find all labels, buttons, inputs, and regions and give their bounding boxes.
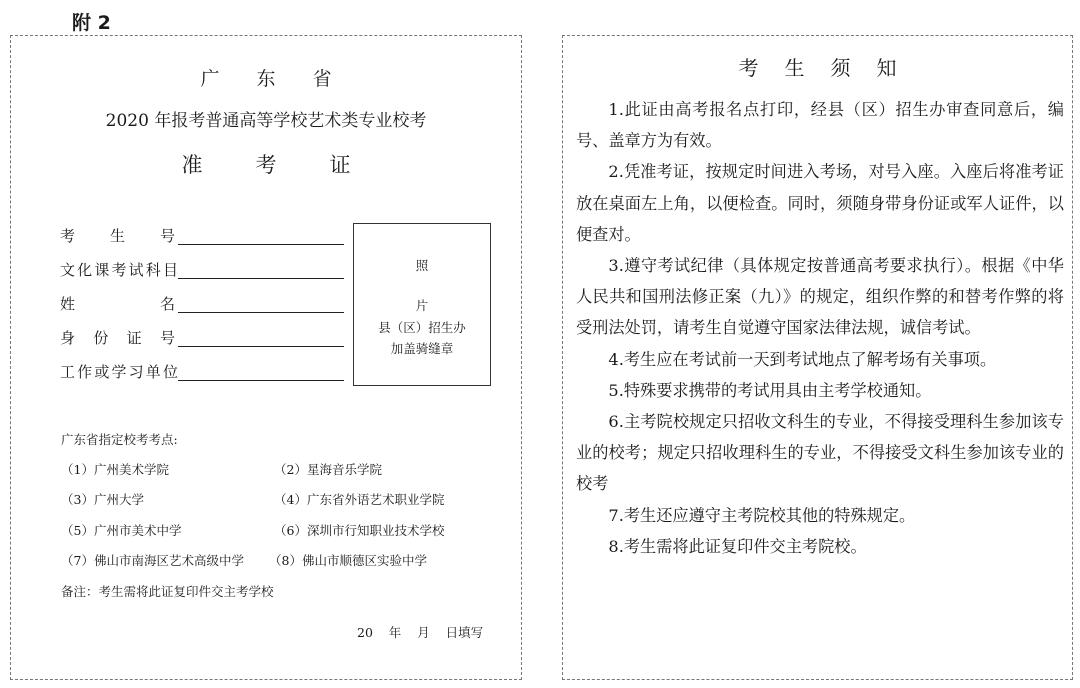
rule-item: 6.主考院校规定只招收文科生的专业，不得接受理科生参加该专业的校考；规定只招收理科生的专业，不得接受文科生参加该专业的校考 — [576, 412, 1064, 494]
label-char: 生 — [109, 227, 125, 245]
label-char: 名 — [159, 295, 175, 313]
rule-item: 4.考生应在考试前一天到考试地点了解考场有关事项。 — [608, 349, 997, 369]
label-char: 份 — [93, 329, 109, 347]
site-item: （6）深圳市行知职业技术学校 — [274, 523, 445, 538]
title-char: 生 — [784, 56, 805, 80]
label-char: 科 — [145, 261, 161, 279]
title-char: 知 — [876, 56, 897, 80]
admit-card-heading — [11, 149, 521, 179]
label-char: 工 — [60, 363, 76, 381]
field-work-unit — [60, 361, 350, 383]
notice-rules — [576, 94, 1064, 562]
attachment-label: 附 2 — [72, 12, 111, 34]
site-item: （7）佛山市南海区艺术高级中学 — [61, 553, 244, 568]
label-char: 号 — [159, 329, 175, 347]
sites-heading: 广东省指定校考考点: — [61, 432, 178, 447]
province-char: 广 — [200, 68, 220, 90]
site-item: （8）佛山市顺德区实验中学 — [269, 553, 427, 568]
rule-item: 8.考生需将此证复印件交主考院校。 — [608, 536, 867, 556]
admit-char: 证 — [329, 153, 351, 177]
rule-item: 3.遵守考试纪律（具体规定按普通高考要求执行）。根据《中华人民共和国刑法修正案（九）》的规定，组织作弊的和替考作弊的将受刑法处罚，请考生自觉遵守国家法律法规，诚信考试。 — [576, 256, 1064, 338]
fill-line[interactable] — [178, 346, 344, 347]
admission-ticket-card — [10, 35, 522, 680]
label-char: 证 — [126, 329, 142, 347]
site-item: （1）广州美术学院 — [61, 462, 169, 477]
label-char: 习 — [128, 363, 144, 381]
site-item: （2）星海音乐学院 — [274, 462, 382, 477]
fill-line[interactable] — [178, 380, 344, 381]
label-char: 或 — [94, 363, 110, 381]
label-char: 考 — [111, 261, 127, 279]
remark: 备注：考生需将此证复印件交主考学校 — [61, 584, 274, 599]
notice-title — [563, 52, 1072, 81]
exam-title: 2020 年报考普通高等学校艺术类专业校考 — [105, 111, 427, 131]
label-char: 学 — [111, 363, 127, 381]
field-culture-subjects — [60, 259, 350, 281]
label-char: 单 — [145, 363, 161, 381]
field-label — [60, 293, 175, 314]
label-char: 姓 — [60, 295, 76, 313]
site-item: （5）广州市美术中学 — [61, 523, 182, 538]
site-item: （4）广东省外语艺术职业学院 — [274, 492, 445, 507]
province-char: 东 — [256, 68, 276, 90]
label-char: 课 — [94, 261, 110, 279]
photo-stamp-note: 县（区）招生办 — [378, 320, 466, 335]
field-candidate-number — [60, 225, 350, 247]
admit-char: 准 — [181, 153, 203, 177]
label-char: 号 — [159, 227, 175, 245]
field-label — [60, 327, 175, 348]
field-id-number — [60, 327, 350, 349]
rule-item: 2.凭准考证，按规定时间进入考场，对号入座。入座后将准考证放在桌面左上角，以便检查。同时，须随身带身份证或军人证件，以便查对。 — [576, 162, 1064, 244]
field-name — [60, 293, 350, 315]
rule-item: 7.考生还应遵守主考院校其他的特殊规定。 — [608, 505, 916, 525]
label-char: 作 — [77, 363, 93, 381]
label-char: 位 — [162, 363, 178, 381]
field-label — [60, 361, 178, 382]
photo-stamp-note: 加盖骑缝章 — [390, 341, 454, 356]
title-char: 须 — [830, 56, 851, 80]
label-char: 身 — [60, 329, 76, 347]
label-char: 文 — [60, 261, 76, 279]
label-char: 化 — [77, 261, 93, 279]
candidate-notice-card — [562, 35, 1073, 680]
fill-line[interactable] — [178, 244, 344, 245]
province-heading — [11, 64, 521, 91]
field-label — [60, 259, 178, 280]
rule-item: 1.此证由高考报名点打印，经县（区）招生办审查同意后，编号、盖章方为有效。 — [576, 100, 1064, 151]
label-char: 目 — [162, 261, 178, 279]
label-char: 试 — [128, 261, 144, 279]
photo-label: 片 — [415, 298, 429, 313]
admit-char: 考 — [255, 153, 277, 177]
province-char: 省 — [312, 68, 332, 90]
fill-line[interactable] — [178, 278, 344, 279]
field-label — [60, 225, 175, 246]
site-item: （3）广州大学 — [61, 492, 144, 507]
date-line: 20 年 月 日填写 — [357, 625, 484, 640]
rule-item: 5.特殊要求携带的考试用具由主考学校通知。 — [608, 380, 932, 400]
title-char: 考 — [738, 56, 759, 80]
photo-label: 照 — [415, 258, 429, 273]
fill-line[interactable] — [178, 312, 344, 313]
label-char: 考 — [60, 227, 76, 245]
photo-box — [353, 223, 491, 386]
